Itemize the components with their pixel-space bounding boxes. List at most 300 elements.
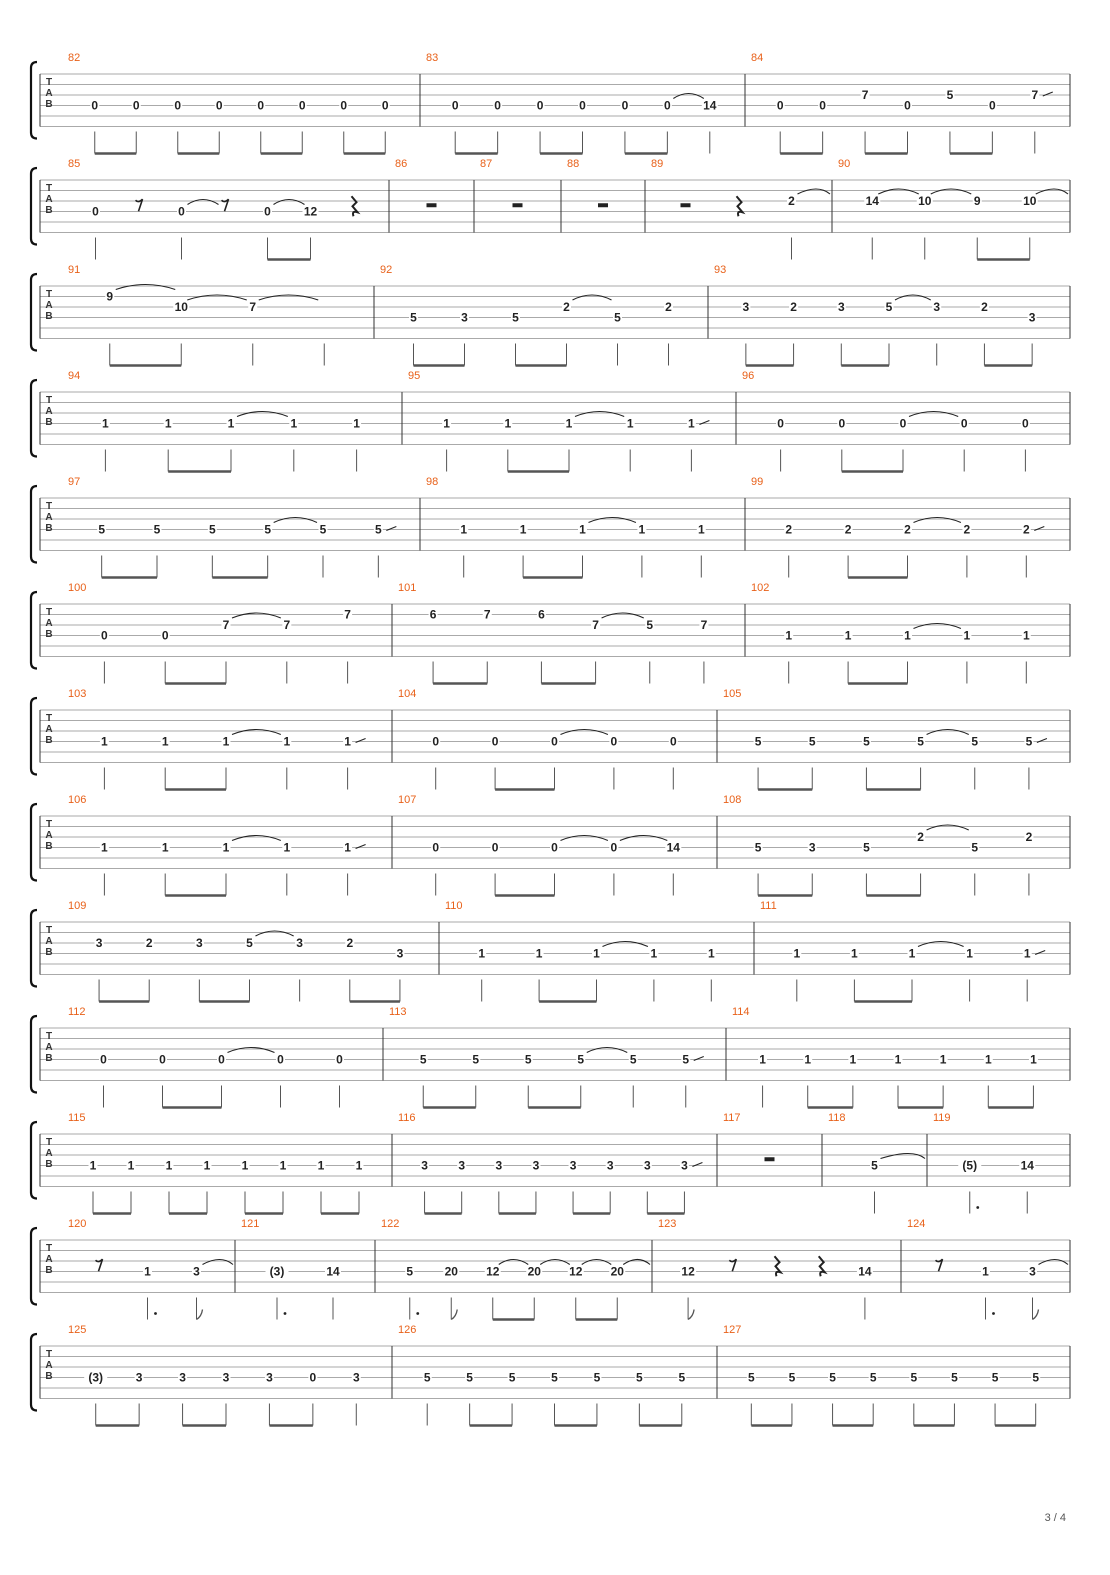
tie-arc [582, 1260, 612, 1265]
measure-84 [751, 52, 1053, 154]
fret-number: 0 [381, 98, 389, 113]
tab-clef-letter: B [45, 205, 53, 216]
tab-clef-letter: A [45, 194, 53, 205]
fret-number: 1 [966, 946, 973, 961]
note-flag [1033, 1310, 1039, 1320]
fret-number: 5 [646, 618, 654, 632]
eighth-rest [729, 1259, 736, 1271]
fret-number: 0 [264, 204, 271, 219]
fret-number: 6 [429, 607, 437, 622]
tie-arc [798, 189, 831, 194]
fret-number: 1 [939, 1052, 947, 1067]
fret-number: 3 [643, 1158, 651, 1173]
measure-105 [723, 688, 1047, 790]
measure-number: 108 [723, 794, 742, 806]
measure-113 [389, 1006, 704, 1108]
tab-clef-letter: B [45, 1159, 53, 1170]
tab-clef-letter: T [45, 289, 53, 300]
fret-number: 1 [127, 1158, 135, 1173]
system-bracket [31, 1334, 37, 1411]
fret-number: 5 [577, 1052, 585, 1067]
fret-number: 0 [161, 628, 169, 643]
fret-number: 1 [844, 628, 852, 643]
measure-89 [651, 158, 830, 260]
measure-102 [751, 582, 1031, 684]
tab-clef-letter: T [45, 77, 53, 88]
fret-number: 1 [688, 416, 695, 431]
fret-number: 10 [918, 194, 932, 208]
fret-number: 0 [132, 98, 140, 113]
fret-number: 3 [495, 1158, 503, 1173]
fret-number: 1 [89, 1158, 97, 1173]
tab-clef-letter: A [45, 936, 53, 947]
fret-number: 3 [742, 300, 750, 314]
tab-clef-letter: T [45, 1031, 53, 1042]
measure-112 [68, 1006, 344, 1108]
measure-number: 113 [389, 1006, 407, 1018]
fret-number: 1 [982, 1264, 989, 1279]
fret-number: 1 [963, 628, 971, 643]
tie-arc [188, 200, 219, 205]
tab-clef-letter: B [45, 841, 53, 852]
fret-number: 1 [579, 522, 586, 537]
rhythm-dot [154, 1312, 157, 1315]
tab-system [31, 1112, 1070, 1214]
fret-number: 3 [1029, 1264, 1036, 1279]
tab-clef-letter: T [45, 501, 53, 512]
fret-number: 1 [793, 946, 801, 961]
fret-number: 0 [551, 734, 558, 749]
fret-number: 5 [466, 1370, 473, 1385]
measure-number: 84 [751, 52, 764, 64]
fret-number: 1 [650, 946, 658, 961]
fret-number: 2 [788, 194, 795, 208]
tie-arc [927, 825, 969, 830]
fret-number: 5 [512, 310, 519, 325]
measure-number: 121 [241, 1218, 260, 1230]
fret-number: (3) [269, 1264, 285, 1279]
tab-system [31, 688, 1070, 790]
measure-99 [751, 476, 1044, 578]
fret-number: 1 [222, 840, 230, 855]
fret-number: 3 [179, 1370, 186, 1385]
fret-number: 1 [593, 946, 600, 961]
fret-number: 0 [1022, 416, 1029, 431]
tab-clef-letter: A [45, 830, 53, 841]
fret-number: 1 [759, 1052, 766, 1067]
quarter-rest [819, 1256, 825, 1276]
fret-number: 5 [551, 1370, 558, 1385]
system-bracket [31, 486, 37, 563]
measure-number: 115 [68, 1112, 86, 1124]
fret-number: 1 [344, 734, 351, 749]
tab-clef-letter: A [45, 618, 53, 629]
fret-number: 3 [196, 936, 203, 950]
fret-number: 5 [153, 522, 161, 537]
measure-107 [398, 794, 681, 896]
tab-clef-letter: A [45, 1148, 53, 1159]
fret-number: 0 [494, 98, 501, 113]
fret-number: 3 [458, 1158, 466, 1173]
fret-number: 1 [519, 522, 527, 537]
fret-number: 0 [777, 416, 784, 431]
tie-arc [228, 1048, 275, 1053]
measure-122 [381, 1218, 650, 1320]
fret-number: 5 [917, 734, 924, 749]
fret-number: 0 [100, 1052, 107, 1067]
fret-number: 20 [610, 1264, 624, 1279]
tie-arc [914, 624, 961, 629]
fret-number: 1 [443, 416, 450, 431]
measure-98 [426, 476, 706, 578]
fret-number: 7 [700, 618, 708, 632]
tab-clef-letter: B [45, 1265, 53, 1276]
fret-number: 5 [678, 1370, 686, 1385]
tie-arc [232, 730, 281, 735]
fret-number: 0 [491, 734, 499, 749]
measure-88 [567, 158, 608, 207]
fret-number: 1 [984, 1052, 992, 1067]
measure-119 [933, 1112, 1035, 1214]
tab-system [31, 370, 1070, 472]
fret-number: 1 [241, 1158, 249, 1173]
tie-arc [187, 295, 247, 300]
measure-116 [398, 1112, 702, 1214]
tab-system [31, 264, 1070, 366]
measure-number: 122 [381, 1218, 400, 1230]
measure-111 [760, 900, 1045, 1002]
fret-number: 5 [508, 1370, 516, 1385]
tie-arc [623, 1260, 650, 1265]
tie-arc [1039, 1260, 1069, 1265]
fret-number: 3 [933, 300, 941, 314]
fret-number: 0 [159, 1052, 166, 1067]
measure-number: 107 [398, 794, 417, 806]
fret-number: 14 [703, 98, 717, 113]
fret-number: 5 [246, 936, 253, 950]
fret-number: 5 [788, 1370, 796, 1385]
measure-number: 116 [398, 1112, 416, 1124]
fret-number: 1 [101, 734, 108, 749]
fret-number: 1 [102, 416, 109, 431]
tie-arc [232, 613, 281, 618]
fret-number: 5 [869, 1370, 877, 1385]
measure-number: 104 [398, 688, 417, 700]
fret-number: 2 [904, 522, 911, 537]
fret-number: 5 [614, 310, 621, 325]
fret-number: 3 [606, 1158, 614, 1173]
fret-number: 1 [222, 734, 230, 749]
measure-number: 90 [838, 158, 851, 170]
tab-clef-letter: A [45, 724, 53, 735]
measure-number: 111 [760, 900, 777, 912]
tab-clef-letter: A [45, 1360, 53, 1371]
fret-number: 2 [785, 522, 793, 537]
rhythm-dot [992, 1312, 995, 1315]
fret-number: 5 [991, 1370, 999, 1385]
measure-124 [907, 1218, 1068, 1320]
fret-number: 10 [174, 300, 188, 314]
fret-number: 0 [218, 1052, 225, 1067]
tab-clef-letter: B [45, 99, 53, 110]
tie-arc [603, 942, 648, 947]
fret-number: 1 [894, 1052, 902, 1067]
measure-number: 95 [408, 370, 421, 382]
fret-number: 0 [960, 416, 968, 431]
measure-117 [723, 1112, 775, 1161]
fret-number: 3 [266, 1370, 273, 1385]
fret-number: 3 [681, 1158, 688, 1173]
half-rest [513, 203, 523, 207]
fret-number: 0 [621, 98, 629, 113]
fret-number: 0 [309, 1370, 317, 1385]
half-rest [427, 203, 437, 207]
fret-number: 1 [707, 946, 715, 961]
measure-85 [68, 158, 358, 260]
tie-arc [931, 189, 972, 194]
measure-number: 98 [426, 476, 439, 488]
fret-number: 5 [1025, 734, 1033, 749]
tab-clef-letter: T [45, 1349, 53, 1360]
fret-number: 0 [551, 840, 558, 855]
fret-number: 0 [215, 98, 223, 113]
tab-system [31, 582, 1070, 684]
fret-number: 5 [682, 1052, 690, 1067]
measure-number: 120 [68, 1218, 87, 1230]
system-bracket [31, 274, 37, 351]
fret-number: 12 [486, 1264, 500, 1279]
fret-number: 5 [419, 1052, 427, 1067]
fret-number: 0 [610, 840, 618, 855]
fret-number: 2 [346, 936, 354, 950]
fret-number: 5 [1032, 1370, 1040, 1385]
fret-number: 5 [374, 522, 382, 537]
measure-number: 118 [828, 1112, 846, 1124]
fret-number: (5) [962, 1158, 978, 1173]
fret-number: 2 [790, 300, 797, 314]
measure-123 [658, 1218, 873, 1320]
fret-number: 5 [208, 522, 216, 537]
half-rest [598, 203, 608, 207]
tab-clef-letter: B [45, 1371, 53, 1382]
fret-number: 0 [491, 840, 499, 855]
tie-arc [927, 730, 969, 735]
fret-number: 2 [981, 300, 988, 314]
tie-arc [561, 730, 608, 735]
fret-number: 1 [1030, 1052, 1037, 1067]
fret-number: 0 [819, 98, 826, 113]
measure-94 [68, 370, 361, 472]
measure-118 [828, 1112, 925, 1214]
fret-number: 0 [451, 98, 459, 113]
rhythm-dot [284, 1312, 287, 1315]
fret-number: 1 [535, 946, 543, 961]
fret-number: 0 [178, 204, 185, 219]
fret-number: 5 [524, 1052, 532, 1067]
fret-number: 1 [355, 1158, 363, 1173]
system-bracket [31, 698, 37, 775]
measure-number: 83 [426, 52, 439, 64]
system-bracket [31, 1016, 37, 1093]
fret-number: 0 [432, 840, 440, 855]
system-bracket [31, 804, 37, 881]
fret-number: 5 [910, 1370, 918, 1385]
tie-arc [116, 285, 176, 290]
fret-number: 5 [829, 1370, 836, 1385]
tab-system [31, 1006, 1070, 1108]
fret-number: 1 [785, 628, 793, 643]
fret-number: 14 [326, 1264, 340, 1279]
fret-number: 5 [593, 1370, 601, 1385]
fret-number: 3 [532, 1158, 540, 1173]
fret-number: 5 [410, 310, 417, 325]
half-rest [765, 1157, 775, 1161]
fret-number: 3 [296, 936, 303, 950]
tab-system [31, 1324, 1070, 1426]
quarter-rest [737, 196, 743, 216]
fret-number: 7 [344, 607, 351, 622]
tab-clef-letter: T [45, 183, 53, 194]
fret-number: 5 [971, 734, 979, 749]
fret-number: 1 [478, 946, 486, 961]
system-bracket [31, 380, 37, 457]
fret-number: 5 [747, 1370, 755, 1385]
fret-number: 7 [249, 300, 257, 314]
fret-number: 5 [885, 300, 893, 314]
fret-number: 3 [1028, 310, 1036, 325]
measure-number: 85 [68, 158, 81, 170]
page-number: 3 / 4 [1044, 1512, 1066, 1524]
fret-number: 0 [101, 628, 108, 643]
fret-number: 3 [421, 1158, 428, 1173]
quarter-rest [352, 196, 358, 216]
measure-number: 124 [907, 1218, 926, 1230]
fret-number: 5 [754, 734, 762, 749]
fret-number: 3 [222, 1370, 230, 1385]
measure-87 [480, 158, 523, 207]
measure-95 [408, 370, 709, 472]
fret-number: 1 [638, 522, 646, 537]
tie-arc [203, 1260, 234, 1265]
fret-number: 2 [917, 830, 924, 844]
measure-number: 127 [723, 1324, 742, 1336]
fret-number: 7 [483, 607, 491, 622]
fret-number: 3 [193, 1264, 200, 1279]
measure-100 [68, 582, 352, 684]
measure-125 [68, 1324, 361, 1426]
fret-number: 0 [277, 1052, 284, 1067]
tie-arc [878, 189, 919, 194]
tab-clef-letter: T [45, 395, 53, 406]
tab-clef-letter: T [45, 1137, 53, 1148]
sixteenth-rest [136, 199, 143, 211]
fret-number: 5 [863, 840, 870, 855]
fret-number: 0 [174, 98, 182, 113]
fret-number: 5 [629, 1052, 637, 1067]
note-flag [688, 1310, 694, 1320]
measure-number: 103 [68, 688, 87, 700]
measure-86 [395, 158, 437, 207]
fret-number: 20 [444, 1264, 458, 1279]
fret-number: 3 [95, 936, 103, 950]
fret-number: 0 [989, 98, 996, 113]
fret-number: 5 [319, 522, 327, 537]
fret-number: 1 [697, 522, 705, 537]
fret-number: 1 [804, 1052, 812, 1067]
fret-number: 1 [504, 416, 512, 431]
tab-clef-letter: A [45, 1042, 53, 1053]
tab-clef-letter: B [45, 311, 53, 322]
fret-number: 1 [1023, 946, 1031, 961]
measure-number: 99 [751, 476, 764, 488]
measure-110 [445, 900, 716, 1002]
fret-number: 1 [626, 416, 634, 431]
tie-arc [575, 412, 624, 417]
fret-number: 0 [432, 734, 440, 749]
fret-number: 1 [565, 416, 573, 431]
tie-arc [274, 200, 305, 205]
fret-number: 0 [257, 98, 265, 113]
measure-82 [68, 52, 390, 154]
fret-number: 5 [423, 1370, 431, 1385]
fret-number: 1 [849, 1052, 857, 1067]
measure-91 [68, 264, 324, 366]
tie-arc [237, 412, 288, 417]
tab-system [31, 1218, 1070, 1320]
tie-arc [256, 931, 294, 936]
measure-number: 106 [68, 794, 87, 806]
fret-number: 0 [92, 204, 99, 219]
measure-106 [68, 794, 366, 896]
measure-83 [426, 52, 718, 154]
measure-number: 94 [68, 370, 81, 382]
eighth-rest [96, 1259, 103, 1271]
measure-93 [714, 264, 1037, 366]
tie-arc [587, 1048, 628, 1053]
fret-number: 3 [461, 310, 468, 325]
fret-number: 5 [971, 840, 979, 855]
tab-system [31, 794, 1070, 896]
tie-arc [881, 1154, 926, 1159]
fret-number: 5 [754, 840, 762, 855]
tab-system [31, 158, 1070, 260]
fret-number: 1 [290, 416, 298, 431]
tie-arc [540, 1260, 570, 1265]
measure-number: 82 [68, 52, 81, 64]
note-flag [451, 1310, 457, 1320]
fret-number: 1 [161, 734, 169, 749]
fret-number: 10 [1023, 194, 1037, 208]
fret-number: 9 [973, 194, 981, 208]
tie-arc [673, 94, 703, 99]
system-bracket [31, 910, 37, 987]
tab-clef-letter: B [45, 947, 53, 958]
tab-system [31, 476, 1070, 578]
tab-clef-letter: A [45, 300, 53, 311]
fret-number: 0 [336, 1052, 343, 1067]
measure-number: 112 [68, 1006, 86, 1018]
tab-clef-letter: B [45, 629, 53, 640]
fret-number: 1 [101, 840, 108, 855]
fret-number: 1 [851, 946, 858, 961]
measure-96 [742, 370, 1030, 472]
tab-clef-letter: T [45, 713, 53, 724]
tab-clef-letter: B [45, 1053, 53, 1064]
fret-number: 2 [963, 522, 971, 537]
fret-number: 1 [344, 840, 351, 855]
fret-number: 14 [858, 1264, 872, 1279]
tie-arc [620, 836, 667, 841]
